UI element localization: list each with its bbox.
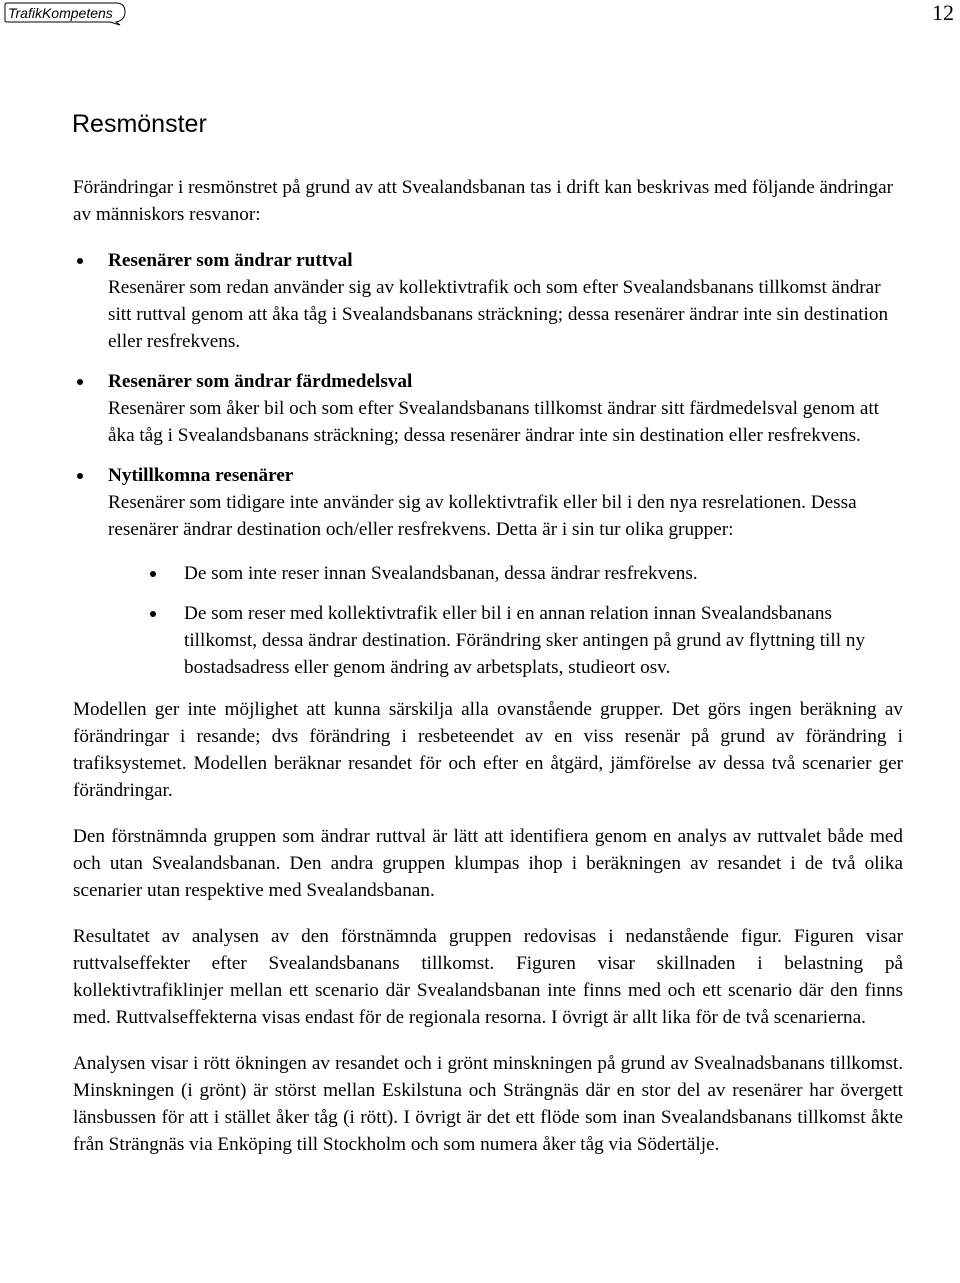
list-item (73, 368, 903, 449)
logo-text: TrafikKompetens (8, 5, 113, 21)
body-paragraph: Analysen visar i rött ökningen av resandet och i grönt minskningen på grund av Svealnadsbanans tillkomst. Minskningen (i grönt) är störst mellan Eskilstuna och Strängnäs där en stor del av resenärer har övergett länsbussen för att i stället åker tåg (i rött). I övrigt är det ett flöde som inan Svealandsbanans tillkomst åkte från Strängnäs via Enköping till Stockholm och som numera åker tåg via Södertälje. (73, 1053, 903, 1155)
page-number: 12 (932, 0, 954, 25)
body-paragraph: Resultatet av analysen av den förstnämnda gruppen redovisas i nedanstående figur. Figuren visar ruttvalseffekter efter Svealandsbanans tillkomst. Figuren visar skillnaden i belastning på kollektivtrafiklinjer mellan ett scenario där Svealandsbanan inte finns med och ett scenario där den finns med. Ruttvalseffekterna visas endast för de regionala resorna. I övrigt är allt lika för de två scenarierna. (73, 926, 903, 1028)
body-paragraph: Modellen ger inte möjlighet att kunna särskilja alla ovanstående grupper. Det görs ingen beräkning av förändringar i resande; dvs förändring i resbeteendet av en viss resenär på grund av förändring i trafiksystemet. Modellen beräknar resandet för och efter en åtgärd, jämförelse av dessa två scenarier ger förändringar. (73, 699, 903, 801)
list-item-title: Nytillkomna resenärer (108, 465, 294, 486)
list-item-text: Resenärer som redan använder sig av kollektivtrafik och som efter Svealandsbanans tillkomst ändrar sitt ruttval genom att åka tåg i Svealandsbanans sträckning; dessa resenärer ändrar inte sin destination eller resfrekvens. (108, 277, 889, 352)
sub-list (108, 560, 903, 681)
list-item (73, 462, 903, 681)
section-heading: Resmönster (72, 110, 207, 138)
body-paragraph: Den förstnämnda gruppen som ändrar ruttval är lätt att identifiera genom en analys av ruttvalet både med och utan Svealandsbanan. Den andra gruppen klumpas ihop i beräkningen av resandet i de två olika scenarier utan respektive med Svealandsbanan. (73, 826, 903, 901)
list-item-title: Resenärer som ändrar färdmedelsval (108, 371, 413, 392)
list-item-text: Resenärer som tidigare inte använder sig av kollektivtrafik eller bil i den nya resrelationen. Dessa resenärer ändrar destination och/eller resfrekvens. Detta är i sin tur olika grupper: (108, 492, 857, 540)
trafikkompetens-logo (4, 2, 128, 26)
list-item-title: Resenärer som ändrar ruttval (108, 250, 353, 271)
body-content (73, 174, 903, 1177)
sub-list-item: De som inte reser innan Svealandsbanan, dessa ändrar resfrekvens. (108, 560, 903, 587)
list-item-text: Resenärer som åker bil och som efter Svealandsbanans tillkomst ändrar sitt färdmedelsval genom att åka tåg i Svealandsbanans sträckning; dessa resenärer ändrar inte sin destination eller resfrekvens. (108, 398, 880, 446)
intro-paragraph: Förändringar i resmönstret på grund av att Svealandsbanan tas i drift kan beskrivas med följande ändringar av människors resvanor: (73, 177, 894, 225)
sub-list-item: De som reser med kollektivtrafik eller bil i en annan relation innan Svealandsbanans tillkomst, dessa ändrar destination. Förändring sker antingen på grund av flyttning till ny bostadsadress eller genom ändring av arbetsplats, studieort osv. (108, 600, 903, 681)
change-types-list (73, 247, 903, 681)
list-item (73, 247, 903, 355)
